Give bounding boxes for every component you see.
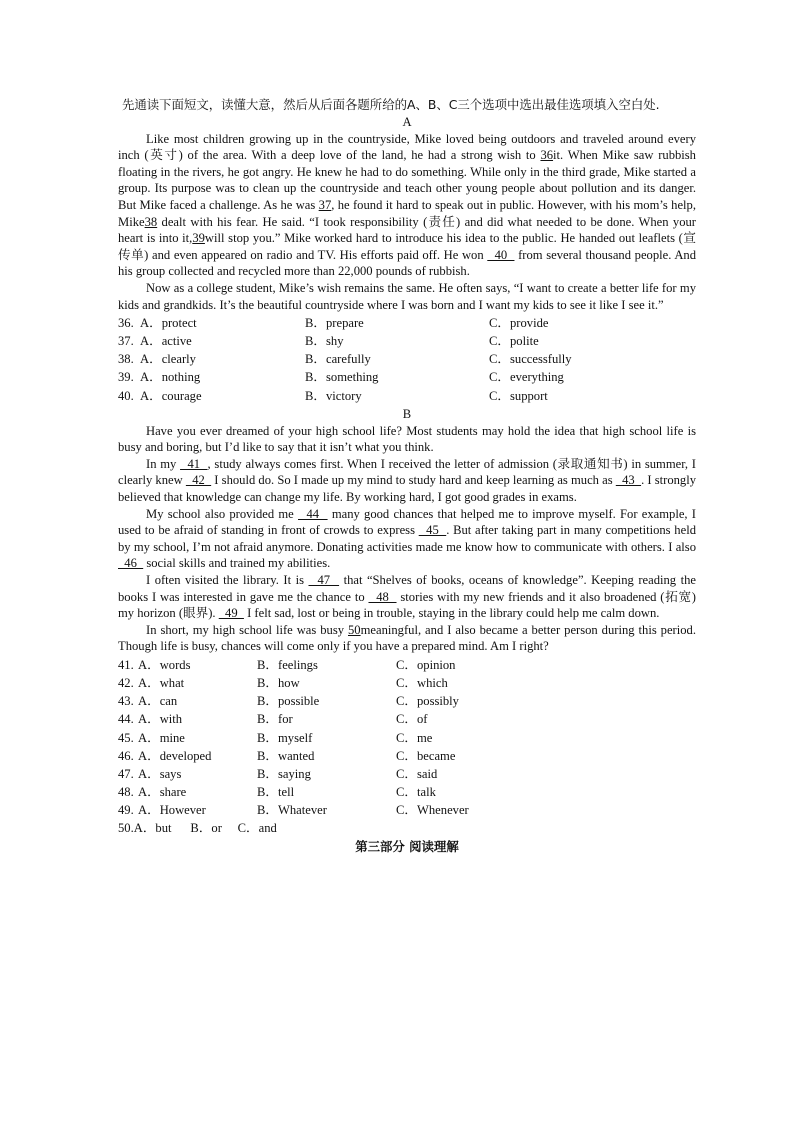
blank-44: 44 xyxy=(298,506,328,521)
option-c: C．support xyxy=(489,388,548,403)
blank-40: 40 xyxy=(487,247,515,262)
text-run: . But after taking part in many competitions held by my school, I’m not afraid anymore. Donating activities made me know how to communicate with others. I also xyxy=(118,523,696,554)
option-a: A．active xyxy=(140,334,192,349)
question-number: 49. xyxy=(118,803,134,818)
option-row-37 xyxy=(118,332,696,350)
option-row-44 xyxy=(118,711,696,729)
question-number: 42. xyxy=(118,675,134,690)
instruction-text: 先通读下面短文，读懂大意，然后从后面各题所给的A、B、C三个选项中选出最佳选项填入空白处. xyxy=(122,97,660,112)
section-a-paragraph-2: Now as a college student, Mike’s wish remains the same. He often says, “I want to create a better life for my kids and grandkids. It’s the beautiful countryside where I was born and I want my kids to see it like I see it.” xyxy=(118,280,696,312)
option-c: C．of xyxy=(396,712,428,727)
question-number: 38. xyxy=(118,352,134,367)
text-run: I often visited the library. It is xyxy=(146,573,309,587)
text-run: that “Shelves of books, oceans of knowledge”. Keeping reading the books I was interested in gave me the chance to xyxy=(118,573,696,604)
blank-41: 41 xyxy=(180,456,208,471)
option-b: B．carefully xyxy=(305,352,371,367)
option-row-50: 50.A．but B．or C．and xyxy=(118,821,277,836)
section-b-paragraph-4 xyxy=(118,572,696,622)
text-run: stories with my new friends and it also broadened (拓宽) my horizon (眼界). xyxy=(118,589,697,621)
blank-39: 39 xyxy=(192,231,205,246)
option-c: C．polite xyxy=(489,334,539,349)
option-b: B．wanted xyxy=(257,748,315,763)
section-a-options xyxy=(118,314,696,405)
blank-43: 43 xyxy=(615,473,642,488)
question-number: 37. xyxy=(118,334,134,349)
text-run: My school also provided me xyxy=(146,506,299,521)
text-run: dealt with his fear. He said. “I took responsibility (责任) and did what needed to be done. When your heart is into it, xyxy=(118,214,696,246)
option-row-43 xyxy=(118,692,696,710)
section-b-paragraph-3 xyxy=(118,506,696,572)
option-row-48 xyxy=(118,783,696,801)
section-b-title: B xyxy=(402,407,412,422)
blank-36: 36 xyxy=(540,148,554,163)
blank-49: 49 xyxy=(218,606,244,621)
option-row-41 xyxy=(118,656,696,674)
option-a: A．share xyxy=(138,785,187,800)
option-c: C．provide xyxy=(489,315,549,330)
option-c: C．talk xyxy=(396,785,436,800)
option-c: C．became xyxy=(396,748,456,763)
text-run: it. When Mike saw rubbish floating in the rivers, he got angry. He knew he had to do something. While only in the third grade, Mike started a group. Its purpose was to clean up the countryside and teach other young people about pollution and its danger. But Mike faced a challenge. As he was xyxy=(118,148,696,212)
option-a: A．words xyxy=(138,657,191,672)
option-b: B．how xyxy=(257,675,300,690)
text-run: social skills and trained my abilities. xyxy=(143,556,331,571)
option-a: A．says xyxy=(138,766,182,781)
question-number: 39. xyxy=(118,370,134,385)
question-number: 46. xyxy=(118,748,134,763)
text-run: from several thousand people. And his group collected and recycled more than 22,000 pounds of rubbish. xyxy=(118,247,697,279)
text-run: many good chances that helped me to improve myself. For example, I used to be afraid of standing in front of crowds to express xyxy=(118,506,697,538)
text-run: . I strongly believed that knowledge can change my life. By working hard, I got good grades in exams. xyxy=(118,473,697,505)
section-b-options xyxy=(118,656,696,838)
section-b-paragraph-1: Have you ever dreamed of your high school life? Most students may hold the idea that high school life is busy and boring, but I’d like to say that it isn’t what you think. xyxy=(118,423,696,455)
blank-45: 45 xyxy=(418,523,447,538)
option-b: B．myself xyxy=(257,730,313,745)
question-number: 40. xyxy=(118,388,134,403)
option-b: B．something xyxy=(305,370,379,385)
option-c: C．which xyxy=(396,675,448,690)
option-c: C．everything xyxy=(489,370,564,385)
option-a: A．with xyxy=(138,712,183,727)
option-row-42 xyxy=(118,674,696,692)
blank-46: 46 xyxy=(118,556,144,571)
option-b: B．saying xyxy=(257,766,311,781)
blank-37: 37 xyxy=(318,197,332,212)
option-c: C．me xyxy=(396,730,433,745)
question-number: 47. xyxy=(118,766,134,781)
text-run: I felt sad, lost or being in trouble, staying in the library could help me calm down. xyxy=(243,606,660,621)
option-a: A．can xyxy=(138,694,178,709)
question-number: 45. xyxy=(118,730,134,745)
option-a: A．However xyxy=(138,803,206,818)
option-b: B．Whatever xyxy=(257,803,327,818)
option-c: C．possibly xyxy=(396,694,459,709)
text-run: Like most children growing up in the countryside, Mike loved being outdoors and traveled around every inch (英寸) of the area. With a deep love of the land, he had a strong wish to xyxy=(118,131,696,163)
option-row-45 xyxy=(118,729,696,747)
blank-47: 47 xyxy=(308,573,340,587)
document-page xyxy=(118,96,696,855)
option-row-36 xyxy=(118,314,696,332)
question-number: 41. xyxy=(118,657,134,672)
option-a: A．courage xyxy=(140,388,202,403)
option-row-38 xyxy=(118,351,696,369)
option-b: B．shy xyxy=(305,334,344,349)
option-b: B．prepare xyxy=(305,315,364,330)
option-b: B．victory xyxy=(305,388,362,403)
option-c: C．Whenever xyxy=(396,803,469,818)
blank-42: 42 xyxy=(185,473,212,488)
text-run: I should do. So I made up my mind to study hard and keep learning as much as xyxy=(211,473,616,488)
option-b: B．possible xyxy=(257,694,320,709)
question-number: 36. xyxy=(118,315,134,330)
blank-38: 38 xyxy=(144,214,158,229)
text-run: , study always comes first. When I received the letter of admission (录取通知书) in summer, I clearly knew xyxy=(118,456,696,488)
question-number: 48. xyxy=(118,785,134,800)
text-run: , he found it hard to speak out in public. However, with his mom’s help, Mike xyxy=(118,197,696,229)
option-a: A．developed xyxy=(138,748,212,763)
question-number: 43. xyxy=(118,694,134,709)
option-b: B．feelings xyxy=(257,657,318,672)
section-b-paragraph-2 xyxy=(118,456,696,506)
text-run: will stop you.” Mike worked hard to introduce his idea to the public. He handed out leaflets (宣传单) and even appeared on radio and TV. His efforts paid off. He won xyxy=(118,231,696,262)
section-a-paragraph-1 xyxy=(118,131,696,280)
text-run: In my xyxy=(146,456,181,471)
option-a: A．protect xyxy=(140,315,197,330)
option-row-39 xyxy=(118,369,696,387)
section-a-title: A xyxy=(402,115,412,129)
text-run: In short, my high school life was busy xyxy=(146,622,348,637)
text-run: meaningful, and I also became a better person during this period. Though life is busy, chances will come only if you have a prepared mind. Am I right? xyxy=(118,622,696,654)
option-row-49 xyxy=(118,801,696,819)
option-a: A．clearly xyxy=(140,352,196,367)
option-row-47 xyxy=(118,765,696,783)
option-b: B．tell xyxy=(257,785,295,800)
option-a: A．nothing xyxy=(140,370,201,385)
blank-50: 50 xyxy=(348,622,361,637)
option-a: A．mine xyxy=(138,730,185,745)
blank-48: 48 xyxy=(368,589,397,604)
option-b: B．for xyxy=(257,712,293,727)
option-c: C．successfully xyxy=(489,352,572,367)
option-a: A．what xyxy=(138,675,185,690)
question-number: 44. xyxy=(118,712,134,727)
option-c: C．opinion xyxy=(396,657,456,672)
section-b-paragraph-5 xyxy=(118,622,696,655)
option-row-40 xyxy=(118,387,696,405)
part-3-heading: 第三部分 阅读理解 xyxy=(355,838,459,854)
option-c: C．said xyxy=(396,766,438,781)
option-row-46 xyxy=(118,747,696,765)
